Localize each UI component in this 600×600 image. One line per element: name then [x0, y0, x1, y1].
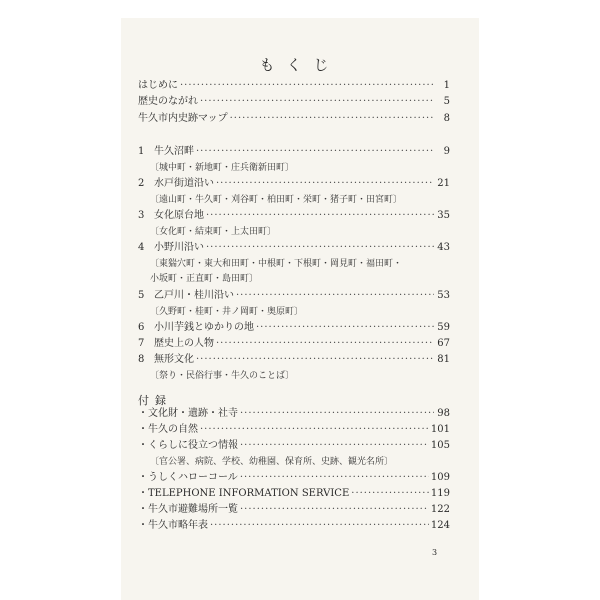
chapter-entry: [138, 352, 450, 368]
entry-title: 歴史上の人物: [154, 338, 214, 349]
page-number: 3: [432, 548, 438, 557]
entry-number: 3: [138, 210, 145, 221]
entry-subtitle: 小坂町・正直町・島田町〕: [150, 274, 259, 284]
entry-page-number: 9: [443, 146, 450, 157]
entry-page-number: 109: [430, 472, 450, 483]
entry-title: 小野川沿い: [154, 242, 204, 253]
entry-page-number: 21: [437, 178, 450, 189]
entry-number: 6: [138, 322, 145, 333]
entry-subtitle: 〔遠山町・牛久町・刈谷町・柏田町・栄町・猪子町・田宮町〕: [150, 195, 403, 205]
entry-title: ・牛久の自然: [138, 424, 198, 435]
dot-leader: [351, 486, 429, 502]
chapter-entry: [138, 320, 450, 336]
chapter-entry: [138, 288, 450, 304]
entry-page-number: 98: [437, 408, 450, 419]
page-title: もくじ: [259, 56, 341, 74]
dot-leader: [196, 352, 434, 368]
entry-title: はじめに: [138, 80, 178, 91]
dot-leader: [236, 288, 434, 304]
dot-leader: [200, 422, 429, 438]
dot-leader: [206, 208, 434, 224]
entry-page-number: 119: [430, 488, 450, 499]
appendix-entry: [138, 486, 450, 502]
front-entry: [138, 78, 450, 94]
entry-page-number: 81: [437, 354, 450, 365]
chapter-entry: [138, 240, 450, 256]
chapter-entry: [138, 336, 450, 352]
entry-number: 7: [138, 338, 145, 349]
entry-subtitle: 〔女化町・結束町・上太田町〕: [150, 227, 277, 237]
entry-subtitle: 〔東猯穴町・東大和田町・中根町・下根町・岡見町・福田町・: [150, 259, 403, 269]
entry-title: 水戸街道沿い: [154, 178, 214, 189]
dot-leader: [216, 336, 434, 352]
entry-subtitle: 〔久野町・桂町・井ノ岡町・奥原町〕: [150, 307, 304, 317]
dot-leader: [216, 176, 434, 192]
entry-page-number: 5: [443, 96, 450, 107]
entry-title: 乙戸川・桂川沿い: [154, 290, 234, 301]
front-entry: [138, 94, 450, 110]
entry-page-number: 53: [437, 290, 450, 301]
entry-subtitle: 〔祭り・民俗行事・牛久のことば〕: [150, 371, 295, 381]
dot-leader: [240, 406, 434, 422]
entry-title: ・文化財・遺跡・社寺: [138, 408, 238, 419]
dot-leader: [240, 502, 429, 518]
entry-title: ・牛久市避難場所一覧: [138, 504, 238, 515]
appendix-entry: [138, 422, 450, 438]
dot-leader: [240, 470, 429, 486]
entry-page-number: 35: [437, 210, 450, 221]
appendix-entry: [138, 502, 450, 518]
entry-number: 1: [138, 146, 145, 157]
entry-title: ・TELEPHONE INFORMATION SERVICE: [138, 488, 350, 499]
entry-title: 牛久市内史跡マップ: [138, 113, 228, 124]
entry-page-number: 101: [430, 424, 450, 435]
entry-number: 5: [138, 290, 145, 301]
appendix-entry: [138, 518, 450, 534]
entry-page-number: 8: [443, 113, 450, 124]
entry-page-number: 43: [437, 242, 450, 253]
entry-number: 4: [138, 242, 145, 253]
appendix-entry: [138, 438, 450, 454]
entry-number: 2: [138, 178, 145, 189]
entry-page-number: 1: [443, 80, 450, 91]
entry-title: 女化原台地: [154, 210, 204, 221]
entry-subtitle: 〔官公署、病院、学校、幼稚園、保育所、史跡、観光名所〕: [150, 457, 394, 467]
entry-page-number: 105: [430, 440, 450, 451]
appendix-entry: [138, 406, 450, 422]
entry-title: ・うしくハローコール: [138, 472, 238, 483]
appendix-heading: 付録: [138, 394, 172, 407]
entry-title: 小川芋銭とゆかりの地: [154, 322, 254, 333]
dot-leader: [196, 144, 434, 160]
entry-page-number: 67: [437, 338, 450, 349]
entry-title: ・くらしに役立つ情報: [138, 440, 238, 451]
dot-leader: [180, 78, 434, 94]
entry-title: ・牛久市略年表: [138, 520, 208, 531]
dot-leader: [206, 240, 434, 256]
dot-leader: [210, 518, 429, 534]
entry-page-number: 59: [437, 322, 450, 333]
dot-leader: [256, 320, 434, 336]
entry-page-number: 124: [430, 520, 450, 531]
entry-title: 牛久沼畔: [154, 146, 194, 157]
entry-title: 無形文化: [154, 354, 194, 365]
chapter-entry: [138, 176, 450, 192]
entry-subtitle: 〔城中町・新地町・庄兵衛新田町〕: [150, 163, 295, 173]
appendix-entry: [138, 470, 450, 486]
entry-page-number: 122: [430, 504, 450, 515]
entry-number: 8: [138, 354, 145, 365]
chapter-entry: [138, 208, 450, 224]
front-entry: [138, 111, 450, 127]
dot-leader: [240, 438, 429, 454]
chapter-entry: [138, 144, 450, 160]
dot-leader: [200, 94, 434, 110]
entry-title: 歴史のながれ: [138, 96, 198, 107]
dot-leader: [230, 111, 434, 127]
